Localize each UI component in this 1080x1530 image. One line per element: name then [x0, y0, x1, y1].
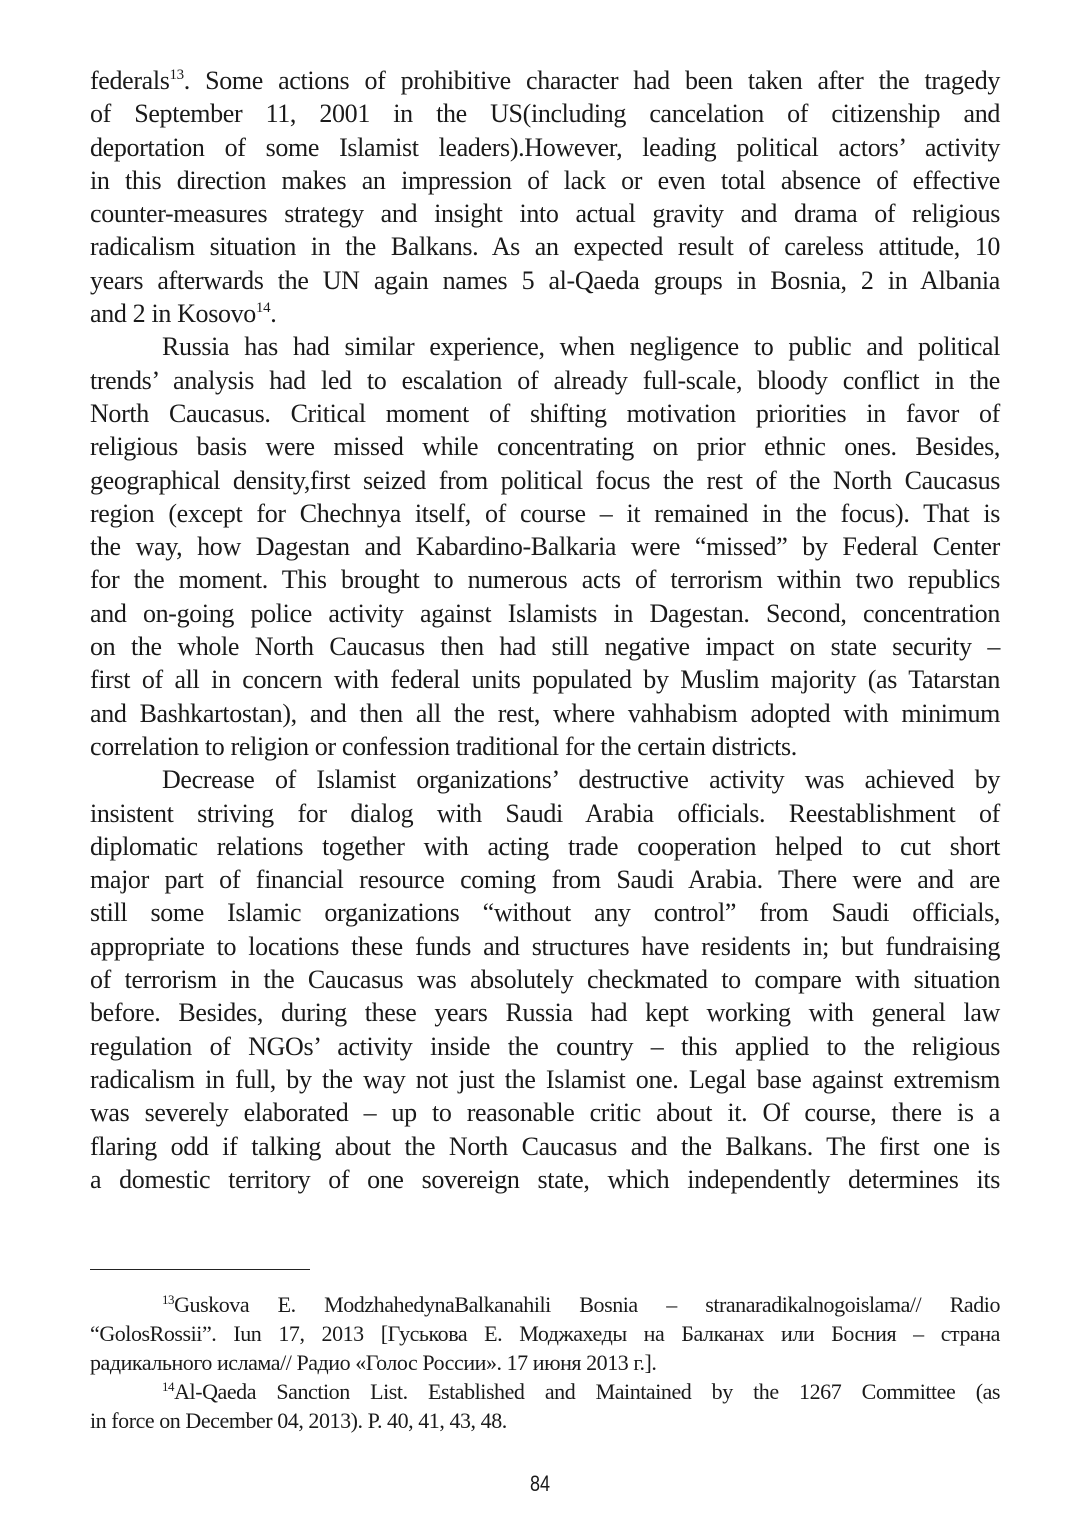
- body-line: first of all in concern with federal units populated by Muslim majority (as Tatarstan: [90, 665, 1000, 695]
- body-line: radicalism in full, by the way not just the Islamist one. Legal base against extremism: [90, 1064, 1000, 1094]
- footnote-number: 14: [162, 1379, 175, 1394]
- body-line: of September 11, 2001 in the US(including cancelation of citizenship and: [90, 99, 1000, 129]
- body-line: was severely elaborated – up to reasonable critic about it. Of course, there is a: [90, 1098, 1000, 1128]
- body-line: regulation of NGOs’ activity inside the country – this applied to the religious: [90, 1031, 1000, 1061]
- body-line: insistent striving for dialog with Saudi Arabia officials. Reestablishment of: [90, 798, 1000, 828]
- body-line: region (except for Chechnya itself, of course – it remained in the focus). That is: [90, 498, 1000, 528]
- body-line: and 2 in Kosovo$^{14}$.: [90, 299, 277, 329]
- body-line: the way, how Dagestan and Kabardino-Balkaria were “missed” by Federal Center: [90, 532, 1000, 562]
- body-line: Decrease of Islamist organizations’ destructive activity was achieved by: [162, 765, 1000, 795]
- body-line: years afterwards the UN again names 5 al-Qaeda groups in Bosnia, 2 in Albania: [90, 265, 1000, 295]
- footnotes: [90, 1290, 1000, 1435]
- body-line: a domestic territory of one sovereign state, which independently determines its: [90, 1164, 1000, 1194]
- body-line: trends’ analysis had led to escalation of already full-scale, bloody conflict in the: [90, 365, 1000, 395]
- body-line: religious basis were missed while concentrating on prior ethnic ones. Besides,: [90, 432, 1000, 462]
- body-text: [90, 64, 1000, 1196]
- body-line: correlation to religion or confession traditional for the certain districts.: [90, 731, 797, 761]
- body-line: radicalism situation in the Balkans. As an expected result of careless attitude, 10: [90, 232, 1000, 262]
- body-line: before. Besides, during these years Russia had kept working with general law: [90, 998, 1000, 1028]
- footnote-14: [90, 1377, 1000, 1435]
- body-line: appropriate to locations these funds and structures have residents in; but fundraising: [90, 931, 1000, 961]
- body-line: of terrorism in the Caucasus was absolutely checkmated to compare with situation: [90, 965, 1000, 995]
- body-line: federals$^{13}$. Some actions of prohibitive character had been taken after the tragedy: [90, 66, 1000, 95]
- body-line: major part of financial resource coming from Saudi Arabia. There were and are: [90, 865, 1000, 895]
- body-line: counter-measures strategy and insight into actual gravity and drama of religious: [90, 199, 1000, 229]
- body-line: still some Islamic organizations “without any control” from Saudi officials,: [90, 898, 1000, 928]
- body-line: geographical density,first seized from political focus the rest of the North Caucasus: [90, 465, 1000, 495]
- body-line: and Bashkartostan), and then all the rest, where vahhabism adopted with minimum: [90, 698, 1000, 728]
- body-line: flaring odd if talking about the North Caucasus and the Balkans. The first one is: [90, 1131, 1000, 1161]
- footnote-ref-14[interactable]: 14: [255, 300, 271, 317]
- page-number: 84: [529, 1471, 551, 1496]
- footnote-line: “GolosRossii”. Iun 17, 2013 [Гуськова Е. Моджахеды на Балканах или Босния – страна: [90, 1321, 1000, 1346]
- footnote-separator: [90, 1269, 310, 1270]
- body-line: and on-going police activity against Islamists in Dagestan. Second, concentration: [90, 598, 1000, 628]
- body-line: on the whole North Caucasus then had still negative impact on state security –: [90, 632, 1000, 662]
- body-line: diplomatic relations together with acting trade cooperation helped to cut short: [90, 831, 1000, 861]
- body-line: for the moment. This brought to numerous acts of terrorism within two republics: [90, 565, 1000, 595]
- footnote-line: радикального ислама// Радио «Голос России». 17 июня 2013 г.].: [90, 1350, 657, 1375]
- footnote-line: $^{14}$Al-Qaeda Sanction List. Established and Maintained by the 1267 Committee (as: [162, 1379, 1000, 1404]
- footnote-number: 13: [162, 1292, 175, 1307]
- footnote-line: $^{13}$Guskova E. ModzhahedynaBalkanahili Bosnia – stranaradikalnogoislama// Radio: [162, 1292, 1000, 1317]
- body-line: Russia has had similar experience, when negligence to public and political: [162, 332, 1000, 362]
- body-line: in this direction makes an impression of lack or even total absence of effective: [90, 165, 1000, 195]
- footnote-ref-13[interactable]: 13: [169, 67, 184, 83]
- footnote-13: [90, 1290, 1000, 1377]
- body-line: deportation of some Islamist leaders).However, leading political actors’ activity: [90, 132, 1000, 162]
- body-line: North Caucasus. Critical moment of shifting motivation priorities in favor of: [90, 398, 1000, 428]
- footnote-line: in force on December 04, 2013). P. 40, 41, 43, 48.: [90, 1408, 507, 1433]
